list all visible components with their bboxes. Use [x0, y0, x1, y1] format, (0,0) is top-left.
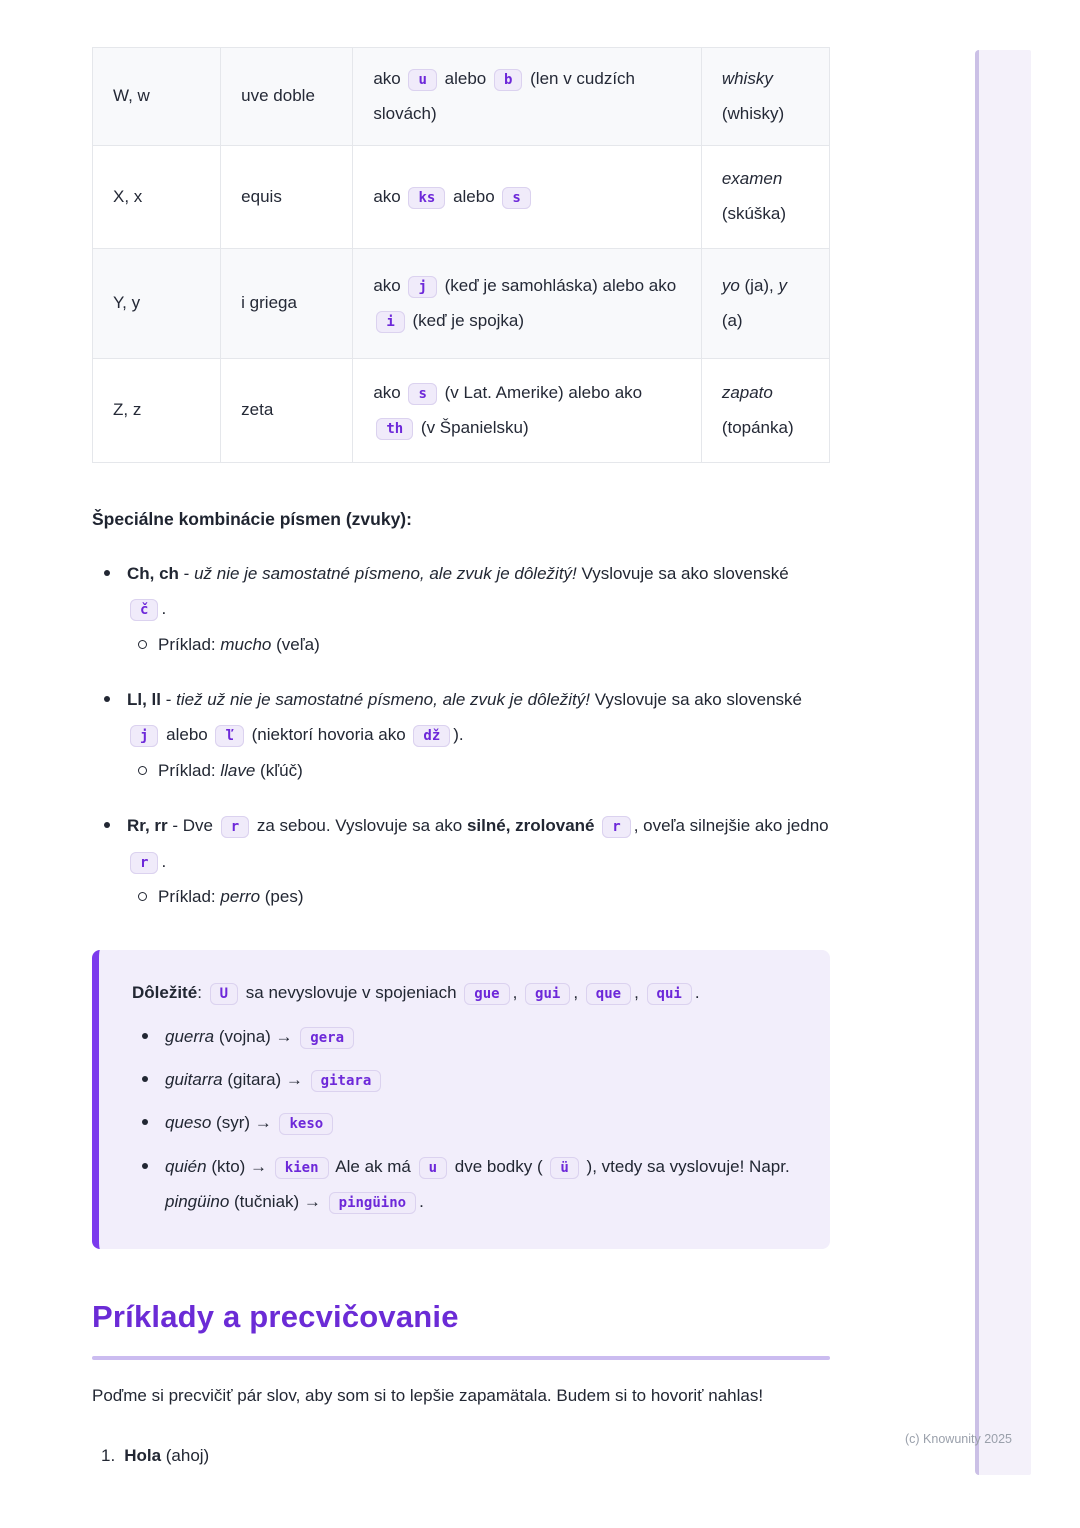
inline-code-chip: j [130, 725, 158, 747]
callout-item: quién (kto) → kien Ale ak má u dve bodky ( ü ), vtedy sa vyslovuje! Napr. pingüino (tučniak) → pingüino . [132, 1149, 800, 1220]
cell-letter: W, w [93, 48, 221, 146]
cell-example: yo (ja), y (a) [701, 249, 829, 359]
inline-code-chip: keso [279, 1113, 333, 1135]
inline-code-chip: U [210, 983, 238, 1005]
bullet-sublist [127, 753, 830, 788]
table-row [93, 146, 830, 249]
callout-item: queso (syr) → keso [132, 1105, 800, 1140]
inline-code-chip: i [376, 311, 404, 333]
cell-name: zeta [221, 359, 353, 463]
inline-code-chip: b [494, 69, 522, 91]
cell-pronunciation: ako s (v Lat. Amerike) alebo ako th (v Španielsku) [353, 359, 701, 463]
cell-name: i griega [221, 249, 353, 359]
inline-code-chip: s [408, 383, 436, 405]
practice-item [92, 1442, 830, 1469]
practice-list [92, 1442, 830, 1469]
callout-item: guerra (vojna) → gera [132, 1019, 800, 1054]
inline-code-chip: r [130, 852, 158, 874]
bullet-sublist [127, 879, 830, 914]
cell-pronunciation: ako j (keď je samohláska) alebo ako i (keď je spojka) [353, 249, 701, 359]
inline-code-chip: th [376, 418, 413, 440]
bullet-main: Rr, rr - Dve r za sebou. Vyslovuje sa ako silné, zrolované r , oveľa silnejšie ako jedno r . [127, 816, 829, 870]
inline-code-chip: que [586, 983, 631, 1005]
inline-code-chip: j [408, 276, 436, 298]
inline-code-chip: r [602, 816, 630, 838]
inline-code-chip: ľ [215, 725, 243, 747]
important-callout [92, 950, 830, 1249]
table-row [93, 48, 830, 146]
bullet-subitem: Príklad: mucho (veľa) [127, 627, 830, 662]
inline-code-chip: gui [525, 983, 570, 1005]
inline-code-chip: pingüino [329, 1192, 416, 1214]
inline-code-chip: gera [300, 1027, 354, 1049]
practice-item-text: Hola (ahoj) [124, 1445, 210, 1465]
inline-code-chip: gue [464, 983, 509, 1005]
bullet-main: Ll, ll - tiež už nie je samostatné písmeno, ale zvuk je dôležitý! Vyslovuje sa ako slovenské j alebo ľ (niektorí hovoria ako dž ). [127, 690, 802, 744]
title-divider [92, 1356, 830, 1360]
cell-example: zapato (topánka) [701, 359, 829, 463]
alphabet-table [92, 47, 830, 463]
inline-code-chip: u [419, 1157, 447, 1179]
page-title: Príklady a precvičovanie [92, 1299, 459, 1335]
bullet-item [92, 682, 830, 788]
table-row [93, 249, 830, 359]
cell-name: uve doble [221, 48, 353, 146]
bullet-sublist [127, 627, 830, 662]
bullet-subitem: Príklad: perro (pes) [127, 879, 830, 914]
callout-intro: Dôležité: U sa nevyslovuje v spojeniach gue , gui , que , qui . [132, 975, 800, 1010]
inline-code-chip: s [502, 187, 530, 209]
cell-letter: Z, z [93, 359, 221, 463]
cell-name: equis [221, 146, 353, 249]
cell-pronunciation: ako u alebo b (len v cudzích slovách) [353, 48, 701, 146]
inline-code-chip: gitara [311, 1070, 382, 1092]
inline-code-chip: r [221, 816, 249, 838]
section-heading: Špeciálne kombinácie písmen (zvuky): [92, 509, 412, 529]
callout-examples-list [132, 1019, 800, 1220]
alphabet-table-body [93, 48, 830, 463]
inline-code-chip: kien [275, 1157, 329, 1179]
bullet-subitem: Príklad: llave (kľúč) [127, 753, 830, 788]
inline-code-chip: qui [647, 983, 692, 1005]
cell-letter: X, x [93, 146, 221, 249]
bullet-item [92, 808, 830, 914]
cell-example: examen (skúška) [701, 146, 829, 249]
right-scroll-panel[interactable] [975, 50, 1031, 1475]
inline-code-chip: č [130, 599, 158, 621]
bullet-main: Ch, ch - už nie je samostatné písmeno, ale zvuk je dôležitý! Vyslovuje sa ako slovenské č . [127, 564, 789, 618]
copyright: (c) Knowunity 2025 [905, 1432, 1013, 1446]
table-row [93, 359, 830, 463]
cell-letter: Y, y [93, 249, 221, 359]
practice-item-number: 1. [101, 1445, 116, 1465]
intro-paragraph: Poďme si precvičiť pár slov, aby som si to lepšie zapamätala. Budem si to hovoriť nahlas! [92, 1386, 764, 1406]
inline-code-chip: dž [413, 725, 450, 747]
cell-pronunciation: ako ks alebo s [353, 146, 701, 249]
inline-code-chip: ks [408, 187, 445, 209]
document-page [92, 47, 830, 1469]
inline-code-chip: u [408, 69, 436, 91]
bullet-item [92, 556, 830, 662]
inline-code-chip: ü [550, 1157, 578, 1179]
special-combinations-list [92, 556, 830, 914]
callout-item: guitarra (gitara) → gitara [132, 1062, 800, 1097]
cell-example: whisky (whisky) [701, 48, 829, 146]
